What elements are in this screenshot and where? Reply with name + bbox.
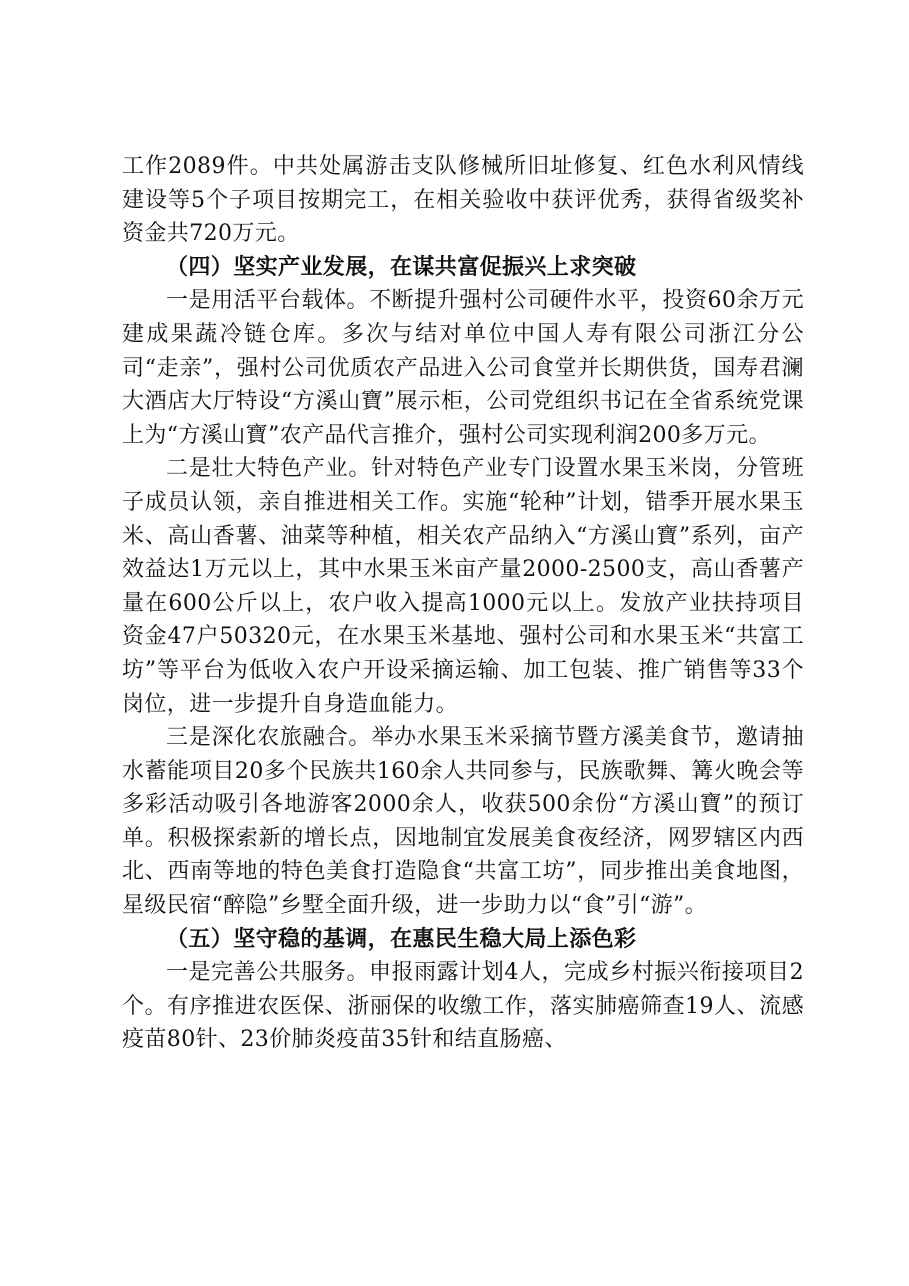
section-heading-five: （五）坚守稳的基调，在惠民生稳大局上添色彩 bbox=[166, 925, 637, 952]
document-body bbox=[122, 150, 804, 1057]
paragraph-public-service: 一是完善公共服务。申报雨露计划4人，完成乡村振兴衔接项目2个。有序推进农医保、浙丽保的收缴工作，落实肺癌筛查19人、流感疫苗80针、23价肺炎疫苗35针和结直肠癌、 bbox=[122, 960, 804, 1053]
paragraph-platform-carrier: 一是用活平台载体。不断提升强村公司硬件水平，投资60余万元建成果蔬冷链仓库。多次与结对单位中国人寿有限公司浙江分公司“走亲”，强村公司优质农产品进入公司食堂并长期供货，国寿君澜大酒店大厅特设“方溪山寶”展示柜，公司党组织书记在全省系统党课上为“方溪山寶”农产品代言推介，强村公司实现利润200多万元。 bbox=[122, 288, 804, 448]
paragraph-agri-tourism: 三是深化农旅融合。举办水果玉米采摘节暨方溪美食节，邀请抽水蓄能项目20多个民族共160余人共同参与，民族歌舞、篝火晚会等多彩活动吸引各地游客2000余人，收获500余份“方溪山寶”的预订单。积极探索新的增长点，因地制宜发展美食夜经济，网罗辖区内西北、西南等地的特色美食打造隐食“共富工坊”，同步推出美食地图，星级民宿“醉隐”乡墅全面升级，进一步助力以“食”引“游”。 bbox=[122, 725, 804, 919]
section-heading-four: （四）坚实产业发展，在谋共富促振兴上求突破 bbox=[166, 253, 637, 280]
continuation-paragraph: 工作2089件。中共处属游击支队修械所旧址修复、红色水利风情线建设等5个子项目按期完工，在相关验收中获评优秀，获得省级奖补资金共720万元。 bbox=[122, 154, 804, 247]
paragraph-featured-industry: 二是壮大特色产业。针对特色产业专门设置水果玉米岗，分管班子成员认领，亲自推进相关工作。实施“轮种”计划，错季开展水果玉米、高山香薯、油菜等种植，相关农产品纳入“方溪山寶”系列，亩产效益达1万元以上，其中水果玉米亩产量2000-2500支，高山香薯产量在600公斤以上，农户收入提高1000元以上。发放产业扶持项目资金47户50320元，在水果玉米基地、强村公司和水果玉米“共富工坊”等平台为低收入农户开设采摘运输、加工包装、推广销售等33个岗位，进一步提升自身造血能力。 bbox=[122, 456, 804, 717]
